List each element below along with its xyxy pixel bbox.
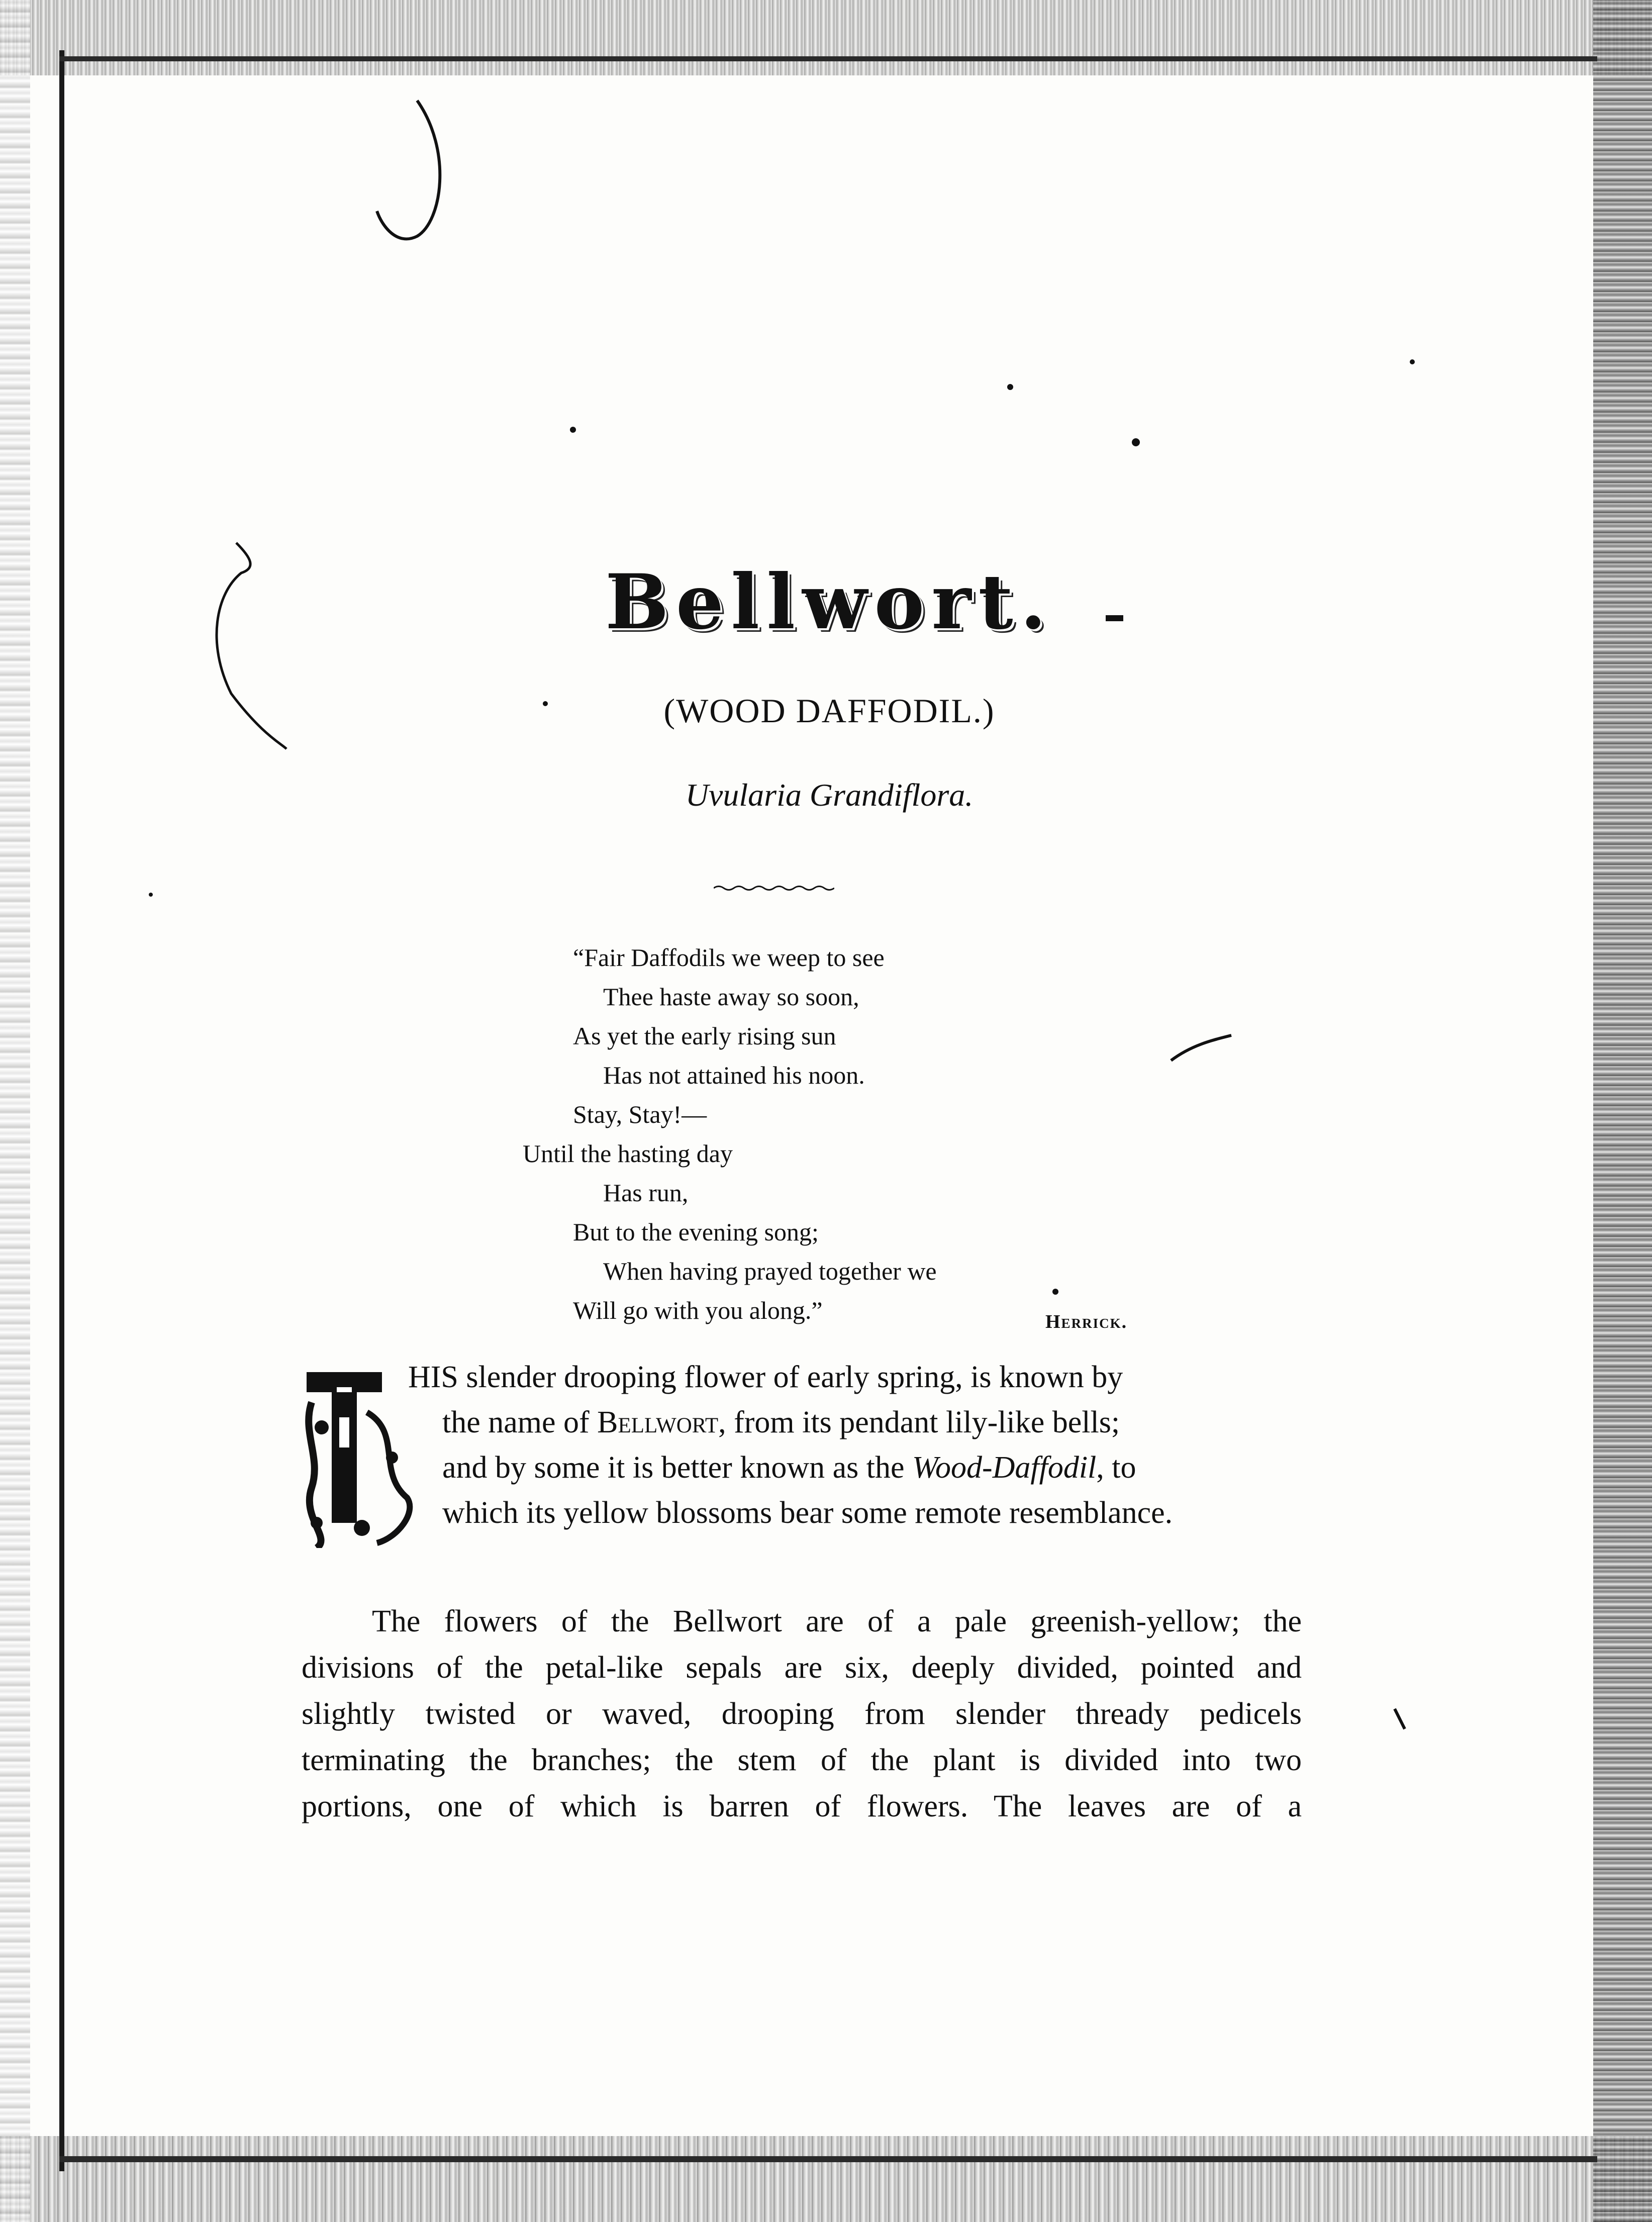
poem-line: As yet the early rising sun: [573, 1022, 836, 1050]
drop-cap: [302, 1357, 417, 1548]
poem-line: Until the hasting day: [523, 1139, 733, 1168]
paragraph-line: The flowers of the Bellwort are of a pale greenish-yellow; the: [372, 1604, 1302, 1638]
ornament-rule: [714, 885, 834, 892]
poem-line: Has run,: [603, 1179, 689, 1207]
poem-line: Stay, Stay!—: [573, 1100, 707, 1128]
subtitle: (WOOD DAFFODIL.): [663, 692, 995, 730]
paragraph-line: [442, 1405, 1120, 1440]
body-paragraph: [302, 1598, 1302, 1829]
text-run: , to: [1096, 1451, 1136, 1485]
poem-line: Has not attained his noon.: [603, 1061, 865, 1089]
small-caps-run: Bellwort: [597, 1405, 719, 1439]
poem-line: Thee haste away so soon,: [603, 983, 859, 1011]
poem-attribution: Herrick.: [1045, 1311, 1128, 1332]
page-title: Bellwort.: [605, 558, 1053, 646]
poem-line: But to the evening song;: [573, 1218, 819, 1246]
poem-line: When having prayed together we: [603, 1257, 937, 1285]
poem-line: Will go with you along.”: [573, 1296, 823, 1324]
paragraph-line: terminating the branches; the stem of the plant is divided into two: [302, 1743, 1302, 1777]
paragraph-line: which its yellow blossoms bear some remote resemblance.: [442, 1496, 1173, 1530]
paragraph-line: HIS slender drooping flower of early spring, is known by: [408, 1360, 1123, 1394]
italic-run: Wood-Daffodil: [912, 1451, 1097, 1485]
paragraph-line: divisions of the petal-like sepals are six, deeply divided, pointed and: [302, 1651, 1302, 1685]
poem-line: “Fair Daffodils we weep to see: [573, 943, 885, 972]
text-run: the name of: [442, 1405, 598, 1439]
drop-cap-ornament: [302, 1357, 417, 1548]
paragraph-line: slightly twisted or waved, drooping from slender thready pedicels: [302, 1697, 1302, 1731]
latin-name: Uvularia Grandiflora.: [685, 777, 974, 813]
text-run: and by some it is better known as the: [442, 1451, 912, 1485]
text-run: , from its pendant lily-like bells;: [718, 1405, 1120, 1439]
paragraph-line: portions, one of which is barren of flowers. The leaves are of a: [302, 1789, 1302, 1823]
paragraph-line: [442, 1450, 1136, 1486]
